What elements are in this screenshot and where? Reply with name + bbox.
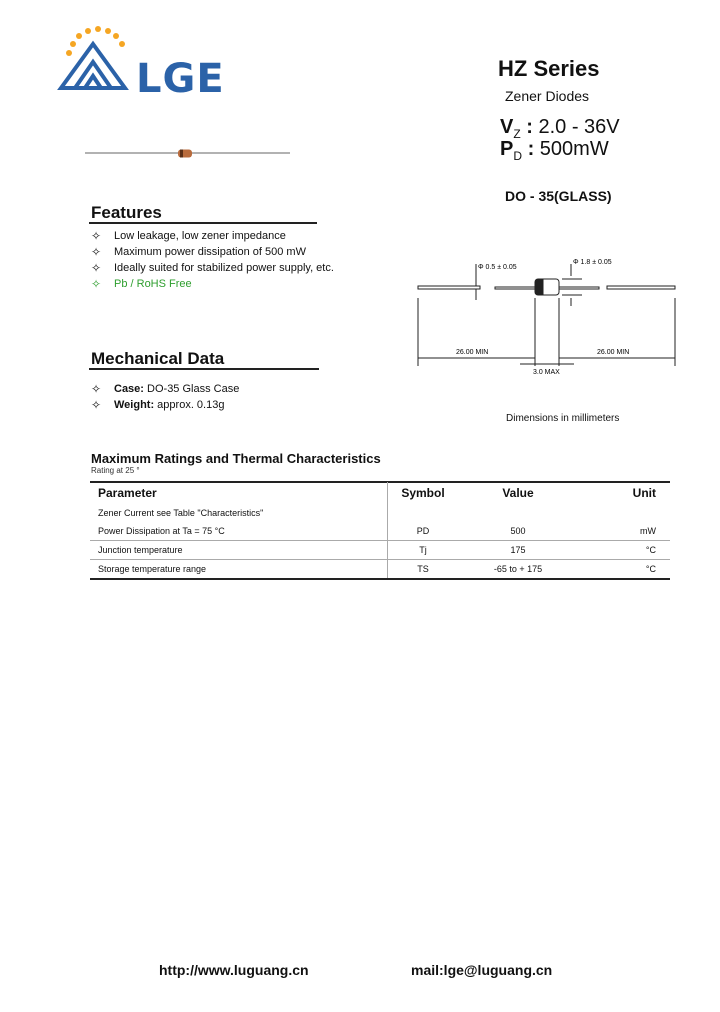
features-list	[91, 228, 334, 292]
company-logo	[55, 26, 135, 96]
table-header-row	[90, 482, 670, 504]
cell-value: 500	[458, 522, 578, 541]
cell-parameter: Power Dissipation at Ta = 75 °C	[90, 522, 388, 541]
list-item: ✧ Case: DO-35 Glass Case	[91, 382, 240, 396]
package-dimension-drawing	[410, 250, 685, 380]
cell-symbol: Tj	[388, 541, 459, 560]
star-bullet-icon: ✧	[91, 245, 102, 259]
features-rule	[89, 222, 317, 224]
mechanical-title: Mechanical Data	[91, 349, 225, 368]
cell-value: 175	[458, 541, 578, 560]
star-bullet-icon: ✧	[91, 229, 102, 243]
list-item: ✧ Weight: approx. 0.13g	[91, 398, 225, 412]
diode-image	[85, 148, 290, 160]
pd-spec: $P_D$ : 500mW	[500, 138, 609, 163]
cell-unit	[578, 504, 670, 522]
table-row	[90, 522, 670, 541]
cell-parameter: Junction temperature	[90, 541, 388, 560]
star-bullet-icon: ✧	[91, 261, 102, 275]
header-parameter: Parameter	[98, 486, 157, 500]
star-bullet-icon: ✧	[91, 398, 102, 412]
cell-symbol	[388, 504, 459, 522]
cell-unit: °C	[578, 541, 670, 560]
features-title: Features	[91, 203, 162, 222]
list-item: ✧ Low leakage, low zener impedance	[91, 229, 286, 243]
mechanical-list	[91, 381, 239, 413]
sun-rays-icon	[66, 26, 125, 56]
cell-value: -65 to + 175	[458, 560, 578, 580]
star-bullet-icon: ✧	[91, 277, 102, 291]
ratings-title: Maximum Ratings and Thermal Characteristics	[91, 451, 381, 466]
lead-diameter-label: Φ 0.5 ± 0.05	[478, 264, 517, 271]
package-type: DO - 35(GLASS)	[505, 188, 612, 204]
body-diameter-label: Φ 1.8 ± 0.05	[573, 259, 612, 266]
table-row	[90, 504, 670, 522]
ratings-table	[90, 482, 670, 580]
header-symbol: Symbol	[388, 482, 459, 504]
cell-symbol: PD	[388, 522, 459, 541]
body-length-label: 3.0 MAX	[533, 369, 560, 376]
cell-parameter: Storage temperature range	[90, 560, 388, 580]
cell-unit: °C	[578, 560, 670, 580]
left-lead-length-label: 26.00 MIN	[456, 349, 489, 356]
cell-value	[458, 504, 578, 522]
vz-spec: $V_Z$ : 2.0 - 36V	[500, 116, 620, 141]
list-item: ✧ Ideally suited for stabilized power supply, etc.	[91, 261, 334, 275]
table-row	[90, 541, 670, 560]
dimension-note: Dimensions in millimeters	[506, 413, 620, 424]
product-type: Zener Diodes	[505, 88, 590, 104]
cell-symbol: TS	[388, 560, 459, 580]
cell-unit: mW	[578, 522, 670, 541]
cell-parameter: Zener Current see Table "Characteristics"	[98, 508, 264, 518]
star-bullet-icon: ✧	[91, 382, 102, 396]
ratings-subtitle: Rating at 25 °	[91, 466, 140, 475]
list-item: ✧ Pb / RoHS Free	[91, 277, 192, 291]
website-link[interactable]: http://www.luguang.cn	[159, 962, 309, 978]
mechanical-rule	[89, 368, 319, 370]
logo-text: LGE	[136, 56, 225, 102]
header-value: Value	[502, 486, 534, 500]
list-item: ✧ Maximum power dissipation of 500 mW	[91, 245, 306, 259]
header-unit: Unit	[632, 486, 656, 500]
series-title: HZ Series	[498, 56, 600, 81]
email-link[interactable]: mail:lge@luguang.cn	[411, 962, 553, 978]
right-lead-length-label: 26.00 MIN	[597, 349, 630, 356]
table-row	[90, 560, 670, 580]
